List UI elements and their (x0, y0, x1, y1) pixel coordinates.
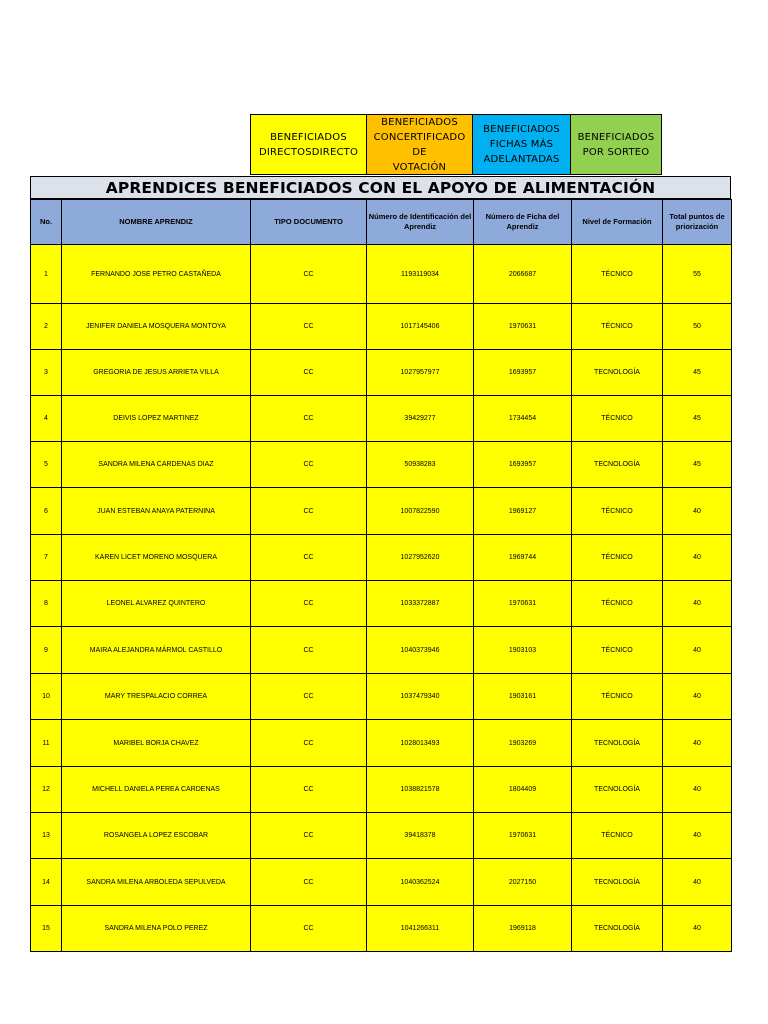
cell-nivel: TÉCNICO (572, 581, 663, 627)
cell-nivel: TECNOLOGÍA (572, 442, 663, 488)
table-title: APRENDICES BENEFICIADOS CON EL APOYO DE ALIMENTACIÓN (30, 176, 731, 199)
cell-tipo-documento: CC (251, 581, 367, 627)
cell-tipo-documento: CC (251, 627, 367, 674)
cell-identificacion: 1193119034 (367, 245, 474, 304)
header-identificacion: Número de Identificación del Aprendiz (367, 200, 474, 245)
cell-ficha: 1970631 (474, 304, 572, 350)
cell-nivel: TECNOLOGÍA (572, 767, 663, 813)
legend-line: BENEFICIADOS (270, 131, 347, 143)
cell-puntos: 50 (663, 304, 732, 350)
table-row (31, 245, 732, 304)
cell-nombre: ROSANGELA LOPEZ ESCOBAR (62, 813, 251, 859)
table-row (31, 350, 732, 396)
cell-tipo-documento: CC (251, 859, 367, 906)
table-row (31, 674, 732, 720)
cell-no: 3 (31, 350, 62, 396)
cell-ficha: 1969127 (474, 488, 572, 535)
cell-no: 1 (31, 245, 62, 304)
legend-line: DIRECTOSDIRECTO (258, 146, 359, 158)
table-row (31, 535, 732, 581)
table-row (31, 581, 732, 627)
cell-ficha: 1903161 (474, 674, 572, 720)
table-row (31, 488, 732, 535)
cell-tipo-documento: CC (251, 906, 367, 952)
cell-nombre: LEONEL ALVAREZ QUINTERO (62, 581, 251, 627)
legend-fichas-adelantadas (472, 114, 571, 175)
cell-no: 12 (31, 767, 62, 813)
cell-identificacion: 39418378 (367, 813, 474, 859)
cell-no: 8 (31, 581, 62, 627)
cell-identificacion: 1017145406 (367, 304, 474, 350)
legend-line: BENEFICIADOS (483, 124, 560, 135)
legend-directos (250, 114, 367, 175)
cell-nombre: SANDRA MILENA ARBOLEDA SEPULVEDA (62, 859, 251, 906)
cell-puntos: 40 (663, 767, 732, 813)
cell-identificacion: 1038821578 (367, 767, 474, 813)
cell-nivel: TECNOLOGÍA (572, 859, 663, 906)
table-row (31, 627, 732, 674)
header-puntos: Total puntos de priorización (663, 200, 732, 245)
header-nombre: NOMBRE APRENDIZ (62, 200, 251, 245)
cell-no: 7 (31, 535, 62, 581)
legend-line: POR SORTEO (582, 146, 650, 158)
cell-ficha: 1903103 (474, 627, 572, 674)
cell-no: 9 (31, 627, 62, 674)
table-row (31, 813, 732, 859)
cell-puntos: 40 (663, 720, 732, 767)
cell-tipo-documento: CC (251, 674, 367, 720)
legend-line: BENEFICIADOS (381, 116, 458, 128)
cell-ficha: 1970631 (474, 581, 572, 627)
legend-line: VOTACIÓN (392, 161, 447, 173)
cell-tipo-documento: CC (251, 245, 367, 304)
table-row (31, 720, 732, 767)
cell-ficha: 1969744 (474, 535, 572, 581)
cell-identificacion: 1040362524 (367, 859, 474, 906)
cell-ficha: 1693957 (474, 350, 572, 396)
cell-nivel: TÉCNICO (572, 488, 663, 535)
cell-identificacion: 1040373946 (367, 627, 474, 674)
cell-puntos: 55 (663, 245, 732, 304)
cell-identificacion: 1007822590 (367, 488, 474, 535)
beneficiaries-table (30, 199, 732, 952)
cell-tipo-documento: CC (251, 535, 367, 581)
table-row (31, 396, 732, 442)
cell-nombre: FERNANDO JOSE PETRO CASTAÑEDA (62, 245, 251, 304)
cell-nombre: JUAN ESTEBAN ANAYA PATERNINA (62, 488, 251, 535)
cell-identificacion: 1027952620 (367, 535, 474, 581)
cell-nombre: MAIRA ALEJANDRA MÁRMOL CASTILLO (62, 627, 251, 674)
cell-puntos: 40 (663, 581, 732, 627)
cell-puntos: 40 (663, 627, 732, 674)
cell-nivel: TÉCNICO (572, 674, 663, 720)
cell-no: 15 (31, 906, 62, 952)
cell-puntos: 40 (663, 813, 732, 859)
legend-sorteo (570, 114, 662, 175)
cell-nombre: KAREN LICET MORENO MOSQUERA (62, 535, 251, 581)
cell-nivel: TÉCNICO (572, 245, 663, 304)
cell-nivel: TÉCNICO (572, 813, 663, 859)
cell-no: 10 (31, 674, 62, 720)
header-no: No. (31, 200, 62, 245)
cell-puntos: 40 (663, 906, 732, 952)
cell-no: 5 (31, 442, 62, 488)
table-row (31, 304, 732, 350)
cell-ficha: 1903269 (474, 720, 572, 767)
cell-nivel: TÉCNICO (572, 535, 663, 581)
table-header-row (31, 200, 732, 245)
cell-ficha: 1734454 (474, 396, 572, 442)
cell-tipo-documento: CC (251, 813, 367, 859)
cell-puntos: 45 (663, 350, 732, 396)
cell-nombre: MICHELL DANIELA PEREA CARDENAS (62, 767, 251, 813)
cell-nivel: TECNOLOGÍA (572, 350, 663, 396)
cell-nivel: TÉCNICO (572, 396, 663, 442)
cell-puntos: 45 (663, 396, 732, 442)
cell-nombre: JENIFER DANIELA MOSQUERA MONTOYA (62, 304, 251, 350)
legend-line: BENEFICIADOS (577, 131, 655, 143)
legend-line: ADELANTADAS (483, 154, 560, 165)
table-row (31, 442, 732, 488)
cell-tipo-documento: CC (251, 488, 367, 535)
cell-identificacion: 1028013493 (367, 720, 474, 767)
cell-puntos: 45 (663, 442, 732, 488)
cell-puntos: 40 (663, 488, 732, 535)
legend-line: FICHAS MÁS (489, 139, 554, 150)
cell-no: 4 (31, 396, 62, 442)
cell-puntos: 40 (663, 674, 732, 720)
legend-line: CONCERTIFICADO DE (373, 131, 466, 158)
cell-nivel: TÉCNICO (572, 304, 663, 350)
cell-identificacion: 1041266311 (367, 906, 474, 952)
cell-tipo-documento: CC (251, 304, 367, 350)
cell-identificacion: 1033372887 (367, 581, 474, 627)
cell-tipo-documento: CC (251, 396, 367, 442)
table-row (31, 767, 732, 813)
cell-identificacion: 50938283 (367, 442, 474, 488)
cell-tipo-documento: CC (251, 767, 367, 813)
cell-no: 11 (31, 720, 62, 767)
cell-no: 2 (31, 304, 62, 350)
cell-no: 14 (31, 859, 62, 906)
cell-nivel: TECNOLOGÍA (572, 720, 663, 767)
header-tipo-documento: TIPO DOCUMENTO (251, 200, 367, 245)
cell-nombre: MARIBEL BORJA CHAVEZ (62, 720, 251, 767)
header-ficha: Número de Ficha del Aprendiz (474, 200, 572, 245)
cell-no: 13 (31, 813, 62, 859)
cell-ficha: 1969118 (474, 906, 572, 952)
cell-identificacion: 39429277 (367, 396, 474, 442)
cell-nombre: GREGORIA DE JESUS ARRIETA VILLA (62, 350, 251, 396)
cell-ficha: 1693957 (474, 442, 572, 488)
cell-identificacion: 1037479340 (367, 674, 474, 720)
cell-nombre: SANDRA MILENA CARDENAS DIAZ (62, 442, 251, 488)
cell-ficha: 2027150 (474, 859, 572, 906)
cell-ficha: 2066687 (474, 245, 572, 304)
cell-puntos: 40 (663, 859, 732, 906)
cell-nivel: TÉCNICO (572, 627, 663, 674)
cell-ficha: 1804409 (474, 767, 572, 813)
cell-tipo-documento: CC (251, 720, 367, 767)
cell-tipo-documento: CC (251, 442, 367, 488)
table-row (31, 906, 732, 952)
cell-nombre: SANDRA MILENA POLO PEREZ (62, 906, 251, 952)
header-nivel: Nivel de Formación (572, 200, 663, 245)
cell-no: 6 (31, 488, 62, 535)
legend-certificado-votacion (366, 114, 473, 175)
cell-ficha: 1970631 (474, 813, 572, 859)
cell-nombre: MARY TRESPALACIO CORREA (62, 674, 251, 720)
table-row (31, 859, 732, 906)
cell-puntos: 40 (663, 535, 732, 581)
cell-tipo-documento: CC (251, 350, 367, 396)
cell-identificacion: 1027957977 (367, 350, 474, 396)
cell-nivel: TECNOLOGÍA (572, 906, 663, 952)
cell-nombre: DEIVIS LOPEZ MARTINEZ (62, 396, 251, 442)
